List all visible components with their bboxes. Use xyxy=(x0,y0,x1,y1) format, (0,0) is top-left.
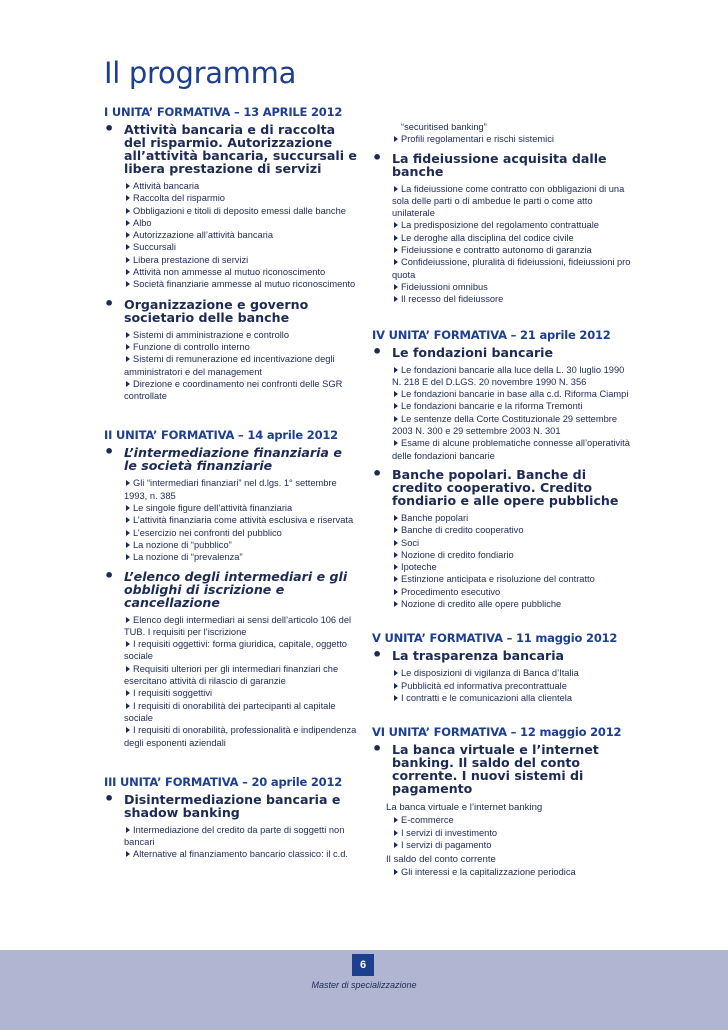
list-item xyxy=(124,180,359,192)
triangle-bullet-icon xyxy=(126,690,130,696)
subtopic-saldo: Il saldo del conto corrente xyxy=(386,854,496,866)
topic-fideiussione: • La fideiussione acquisita dalle banche xyxy=(372,147,607,179)
triangle-bullet-icon xyxy=(126,257,130,263)
triangle-bullet-icon xyxy=(394,235,398,241)
topic-items xyxy=(104,180,359,291)
list-item xyxy=(392,293,632,305)
list-item-text: Nozione di credito alle opere pubbliche xyxy=(401,599,562,610)
list-item xyxy=(124,192,359,204)
triangle-bullet-icon xyxy=(126,381,130,387)
triangle-bullet-icon xyxy=(394,440,398,446)
list-item-text: La fideiussione come contratto con obbligazioni di una sola delle parti o di ambedue le parti o come atto unilaterale xyxy=(392,183,625,219)
page-title: Il programma xyxy=(104,56,297,90)
list-item xyxy=(392,232,632,244)
topic-items xyxy=(104,614,359,749)
topic-banca-virtuale: • La banca virtuale e l’internet banking. Il saldo del conto corrente. I nuovi sistemi di pagamento xyxy=(372,739,599,797)
list-item-text: La nozione di “prevalenza” xyxy=(133,552,243,563)
list-item-text: Pubblicità ed informativa precontrattuale xyxy=(401,680,567,691)
triangle-bullet-icon xyxy=(126,332,130,338)
list-item-text: Sistemi di remunerazione ed incentivazione degli amministratori e del management xyxy=(124,354,335,377)
list-item-text: Banche popolari xyxy=(401,512,469,523)
list-item xyxy=(124,663,359,688)
triangle-bullet-icon xyxy=(394,403,398,409)
topic-items xyxy=(104,329,359,403)
triangle-bullet-icon xyxy=(126,356,130,362)
list-item xyxy=(392,244,632,256)
list-item xyxy=(392,827,632,839)
triangle-bullet-icon xyxy=(394,830,398,836)
list-item-text: I servizi di investimento xyxy=(401,827,498,838)
triangle-bullet-icon xyxy=(126,617,130,623)
triangle-bullet-icon xyxy=(126,220,130,226)
list-item-text: Le sentenze della Corte Costituzionale 29 settembre 2003 N. 300 e 29 settembre 2003 N. 301 xyxy=(392,413,618,437)
list-item-text: Libera prestazione di servizi xyxy=(133,254,249,265)
bullet-icon: • xyxy=(372,147,383,167)
triangle-bullet-icon xyxy=(126,183,130,189)
list-item-text: Ipoteche xyxy=(401,562,437,573)
triangle-bullet-icon xyxy=(126,269,130,275)
triangle-bullet-icon xyxy=(394,296,398,302)
list-item xyxy=(392,561,632,573)
list-item xyxy=(392,219,632,231)
triangle-bullet-icon xyxy=(126,505,130,511)
list-item-text: I requisiti oggettivi: forma giuridica, capitale, oggetto sociale xyxy=(124,639,347,662)
triangle-bullet-icon xyxy=(394,589,398,595)
list-item-text: Le singole figure dell’attività finanziaria xyxy=(133,503,293,514)
list-item xyxy=(124,254,359,266)
list-item-text: I requisiti di onorabilità dei partecipanti al capitale sociale xyxy=(124,700,336,723)
list-item xyxy=(124,477,359,502)
list-item-text: Nozione di credito fondiario xyxy=(401,549,514,560)
list-item xyxy=(392,413,632,438)
triangle-bullet-icon xyxy=(126,195,130,201)
list-item-text: Le deroghe alla disciplina del codice civile xyxy=(401,232,574,243)
list-item xyxy=(124,539,359,551)
list-item-text: Le disposizioni di vigilanza di Banca d’Italia xyxy=(401,668,579,679)
right-column xyxy=(372,116,632,878)
triangle-bullet-icon xyxy=(126,530,130,536)
list-item xyxy=(392,586,632,598)
list-item xyxy=(392,133,632,145)
list-item-text: Banche di credito cooperativo xyxy=(401,525,524,536)
topic-trasparenza: • La trasparenza bancaria xyxy=(372,645,565,665)
list-item xyxy=(392,388,632,400)
topic-items xyxy=(372,667,632,704)
list-item-text: Requisiti ulteriori per gli intermediari finanziari che esercitano attività di rilascio di garanzie xyxy=(124,663,339,687)
list-item-text: Gli interessi e la capitalizzazione periodica xyxy=(401,867,576,878)
topic-intermediazione: • L’intermediazione finanziaria e le società finanziarie xyxy=(104,442,342,474)
continued-items xyxy=(372,133,632,145)
bullet-icon: • xyxy=(372,341,383,361)
triangle-bullet-icon xyxy=(126,827,130,833)
triangle-bullet-icon xyxy=(394,683,398,689)
unit-3-heading: III UNITA’ FORMATIVA – 20 aprile 2012 xyxy=(104,774,343,789)
list-item xyxy=(392,364,632,389)
bullet-icon: • xyxy=(372,645,383,665)
list-item xyxy=(124,217,359,229)
bullet-icon: • xyxy=(372,739,383,759)
list-item xyxy=(124,824,359,849)
list-item xyxy=(392,680,632,692)
triangle-bullet-icon xyxy=(126,851,130,857)
triangle-bullet-icon xyxy=(126,244,130,250)
triangle-bullet-icon xyxy=(126,641,130,647)
list-item xyxy=(124,341,359,353)
list-item xyxy=(124,378,359,403)
page-number: 6 xyxy=(352,954,374,976)
list-item-text: I servizi di pagamento xyxy=(401,839,492,850)
list-item-text: Il recesso del fideiussore xyxy=(401,294,504,305)
triangle-bullet-icon xyxy=(394,247,398,253)
list-item-text: Funzione di controllo interno xyxy=(133,341,250,352)
list-item-text: Alternative al finanziamento bancario classico: il c.d. xyxy=(133,849,348,860)
triangle-bullet-icon xyxy=(394,284,398,290)
list-item xyxy=(124,229,359,241)
topic-items xyxy=(104,824,359,861)
list-item-text: L’esercizio nei confronti del pubblico xyxy=(133,527,282,538)
triangle-bullet-icon xyxy=(126,480,130,486)
triangle-bullet-icon xyxy=(394,817,398,823)
triangle-bullet-icon xyxy=(394,391,398,397)
topic-items xyxy=(372,814,632,851)
triangle-bullet-icon xyxy=(394,515,398,521)
triangle-bullet-icon xyxy=(126,554,130,560)
list-item xyxy=(392,400,632,412)
triangle-bullet-icon xyxy=(394,416,398,422)
triangle-bullet-icon xyxy=(126,517,130,523)
unit-2-heading: II UNITA’ FORMATIVA – 14 aprile 2012 xyxy=(104,428,338,443)
unit-4-heading: IV UNITA’ FORMATIVA – 21 aprile 2012 xyxy=(372,327,611,342)
list-item-text: Obbligazioni e titoli di deposito emessi dalle banche xyxy=(133,205,346,216)
list-item xyxy=(124,241,359,253)
bullet-icon: • xyxy=(104,565,115,585)
topic-elenco-intermediari: • L’elenco degli intermediari e gli obblighi di iscrizione e cancellazione xyxy=(104,565,348,610)
list-item xyxy=(124,278,359,290)
list-item-text: Attività non ammesse al mutuo riconoscimento xyxy=(133,267,326,278)
list-item-text: I contratti e le comunicazioni alla clientela xyxy=(401,692,573,703)
topic-items xyxy=(372,866,632,878)
bullet-icon: • xyxy=(372,463,383,483)
bullet-icon: • xyxy=(104,442,115,462)
list-item xyxy=(392,866,632,878)
list-item-text: Fideiussioni omnibus xyxy=(401,281,488,292)
unit-5-heading: V UNITA’ FORMATIVA – 11 maggio 2012 xyxy=(372,631,618,646)
triangle-bullet-icon xyxy=(126,344,130,350)
list-item xyxy=(124,502,359,514)
triangle-bullet-icon xyxy=(394,259,398,265)
list-item-text: Intermediazione del credito da parte di soggetti non bancari xyxy=(124,824,345,848)
triangle-bullet-icon xyxy=(126,727,130,733)
list-item xyxy=(124,527,359,539)
topic-items xyxy=(372,183,632,306)
list-item-text: Raccolta del risparmio xyxy=(133,193,225,204)
list-item-text: Le fondazioni bancarie alla luce della L. 30 luglio 1990 N. 218 E del D.LGS. 20 novembre 1990 N. 356 xyxy=(392,364,625,387)
list-item-text: Fideiussione e contratto autonomo di garanzia xyxy=(401,245,592,256)
unit-6-heading: VI UNITA’ FORMATIVA – 12 maggio 2012 xyxy=(372,725,622,740)
triangle-bullet-icon xyxy=(394,695,398,701)
list-item xyxy=(124,329,359,341)
list-item xyxy=(392,598,632,610)
list-item xyxy=(392,512,632,524)
list-item-text: Soci xyxy=(401,537,420,548)
triangle-bullet-icon xyxy=(394,552,398,558)
list-item-text: Procedimento esecutivo xyxy=(401,586,501,597)
list-item xyxy=(124,205,359,217)
topic-items xyxy=(372,512,632,610)
unit-1-heading: I UNITA’ FORMATIVA – 13 APRILE 2012 xyxy=(104,105,343,119)
left-column xyxy=(104,105,359,861)
list-item xyxy=(124,848,359,860)
bullet-icon: • xyxy=(104,119,115,138)
list-item xyxy=(392,281,632,293)
list-item-text: Succursali xyxy=(133,242,176,253)
list-item xyxy=(124,551,359,563)
list-item xyxy=(124,514,359,526)
list-item-text: La predisposizione del regolamento contrattuale xyxy=(401,220,599,231)
list-item-text: Sistemi di amministrazione e controllo xyxy=(133,329,290,340)
list-item-text: Attività bancaria xyxy=(133,181,200,191)
list-item xyxy=(124,266,359,278)
footer-text: Master di specializzazione xyxy=(311,980,417,990)
triangle-bullet-icon xyxy=(394,186,398,192)
list-item xyxy=(124,638,359,663)
continued-items xyxy=(372,121,632,133)
list-item xyxy=(392,814,632,826)
triangle-bullet-icon xyxy=(126,666,130,672)
topic-items xyxy=(372,364,632,462)
list-item xyxy=(124,700,359,725)
triangle-bullet-icon xyxy=(394,601,398,607)
list-item-text: Esame di alcune problematiche connesse all’operatività delle fondazioni bancarie xyxy=(392,438,630,461)
list-item-text: Società finanziarie ammesse al mutuo riconoscimento xyxy=(133,279,356,290)
triangle-bullet-icon xyxy=(394,842,398,848)
topic-disintermediazione: • Disintermediazione bancaria e shadow banking xyxy=(104,788,341,820)
list-item xyxy=(392,437,632,462)
list-item xyxy=(124,614,359,639)
list-item xyxy=(392,692,632,704)
list-item xyxy=(392,256,632,281)
triangle-bullet-icon xyxy=(394,869,398,875)
triangle-bullet-icon xyxy=(126,703,130,709)
triangle-bullet-icon xyxy=(394,136,398,142)
list-item xyxy=(124,724,359,749)
list-item-text: I requisiti soggettivi xyxy=(133,688,213,699)
triangle-bullet-icon xyxy=(126,281,130,287)
triangle-bullet-icon xyxy=(126,232,130,238)
triangle-bullet-icon xyxy=(394,222,398,228)
list-item xyxy=(392,524,632,536)
list-item xyxy=(392,183,632,220)
bullet-icon: • xyxy=(104,293,115,313)
list-item-text: La nozione di “pubblico” xyxy=(133,539,232,550)
list-item-text: Le fondazioni bancarie in base alla c.d. Riforma Ciampi xyxy=(401,389,629,400)
list-item-text: Le fondazioni bancarie e la riforma Tremonti xyxy=(401,401,583,412)
list-item-text: E-commerce xyxy=(401,815,454,826)
triangle-bullet-icon xyxy=(394,670,398,676)
continued-line: “securitised banking” xyxy=(401,122,487,132)
list-item xyxy=(124,353,359,378)
triangle-bullet-icon xyxy=(394,540,398,546)
list-item xyxy=(124,687,359,699)
list-item-text: L’attività finanziaria come attività esclusiva e riservata xyxy=(133,515,354,526)
list-item-text: Autorizzazione all’attività bancaria xyxy=(133,230,274,241)
triangle-bullet-icon xyxy=(394,576,398,582)
topic-banche-popolari: • Banche popolari. Banche di credito cooperativo. Credito fondiario e alle opere pubbliche xyxy=(372,463,619,508)
list-item-text: Elenco degli intermediari ai sensi dell’articolo 106 del TUB. I requisiti per l’iscrizione xyxy=(124,614,352,637)
list-item xyxy=(392,839,632,851)
subtopic-banca-virtuale: La banca virtuale e l’internet banking xyxy=(386,802,543,814)
list-item-text: Estinzione anticipata e risoluzione del contratto xyxy=(401,574,595,585)
triangle-bullet-icon xyxy=(394,564,398,570)
list-item-text: Confideiussione, pluralità di fideiussioni, fideiussioni pro quota xyxy=(392,257,631,280)
list-item xyxy=(392,537,632,549)
topic-organizzazione: • Organizzazione e governo societario delle banche xyxy=(104,293,309,325)
bullet-icon: • xyxy=(104,788,115,808)
list-item-text: Profili regolamentari e rischi sistemici xyxy=(401,134,554,145)
triangle-bullet-icon xyxy=(126,542,130,548)
list-item xyxy=(392,667,632,679)
list-item-text: Direzione e coordinamento nei confronti delle SGR controllate xyxy=(124,378,343,402)
triangle-bullet-icon xyxy=(126,208,130,214)
triangle-bullet-icon xyxy=(394,367,398,373)
list-item xyxy=(392,549,632,561)
triangle-bullet-icon xyxy=(394,527,398,533)
list-item-text: Albo xyxy=(133,217,152,228)
list-item-text: I requisiti di onorabilità, professionalità e indipendenza degli esponenti aziendali xyxy=(124,725,357,748)
list-item xyxy=(392,573,632,585)
topic-fondazioni: • Le fondazioni bancarie xyxy=(372,341,554,361)
list-item-text: Gli “intermediari finanziari” nel d.lgs. 1° settembre 1993, n. 385 xyxy=(124,478,337,501)
topic-items xyxy=(104,477,359,563)
topic-attivita-bancaria: • Attività bancaria e di raccolta del risparmio. Autorizzazione all’attività bancaria, succursali e libera prestazione di servizi xyxy=(104,119,357,176)
